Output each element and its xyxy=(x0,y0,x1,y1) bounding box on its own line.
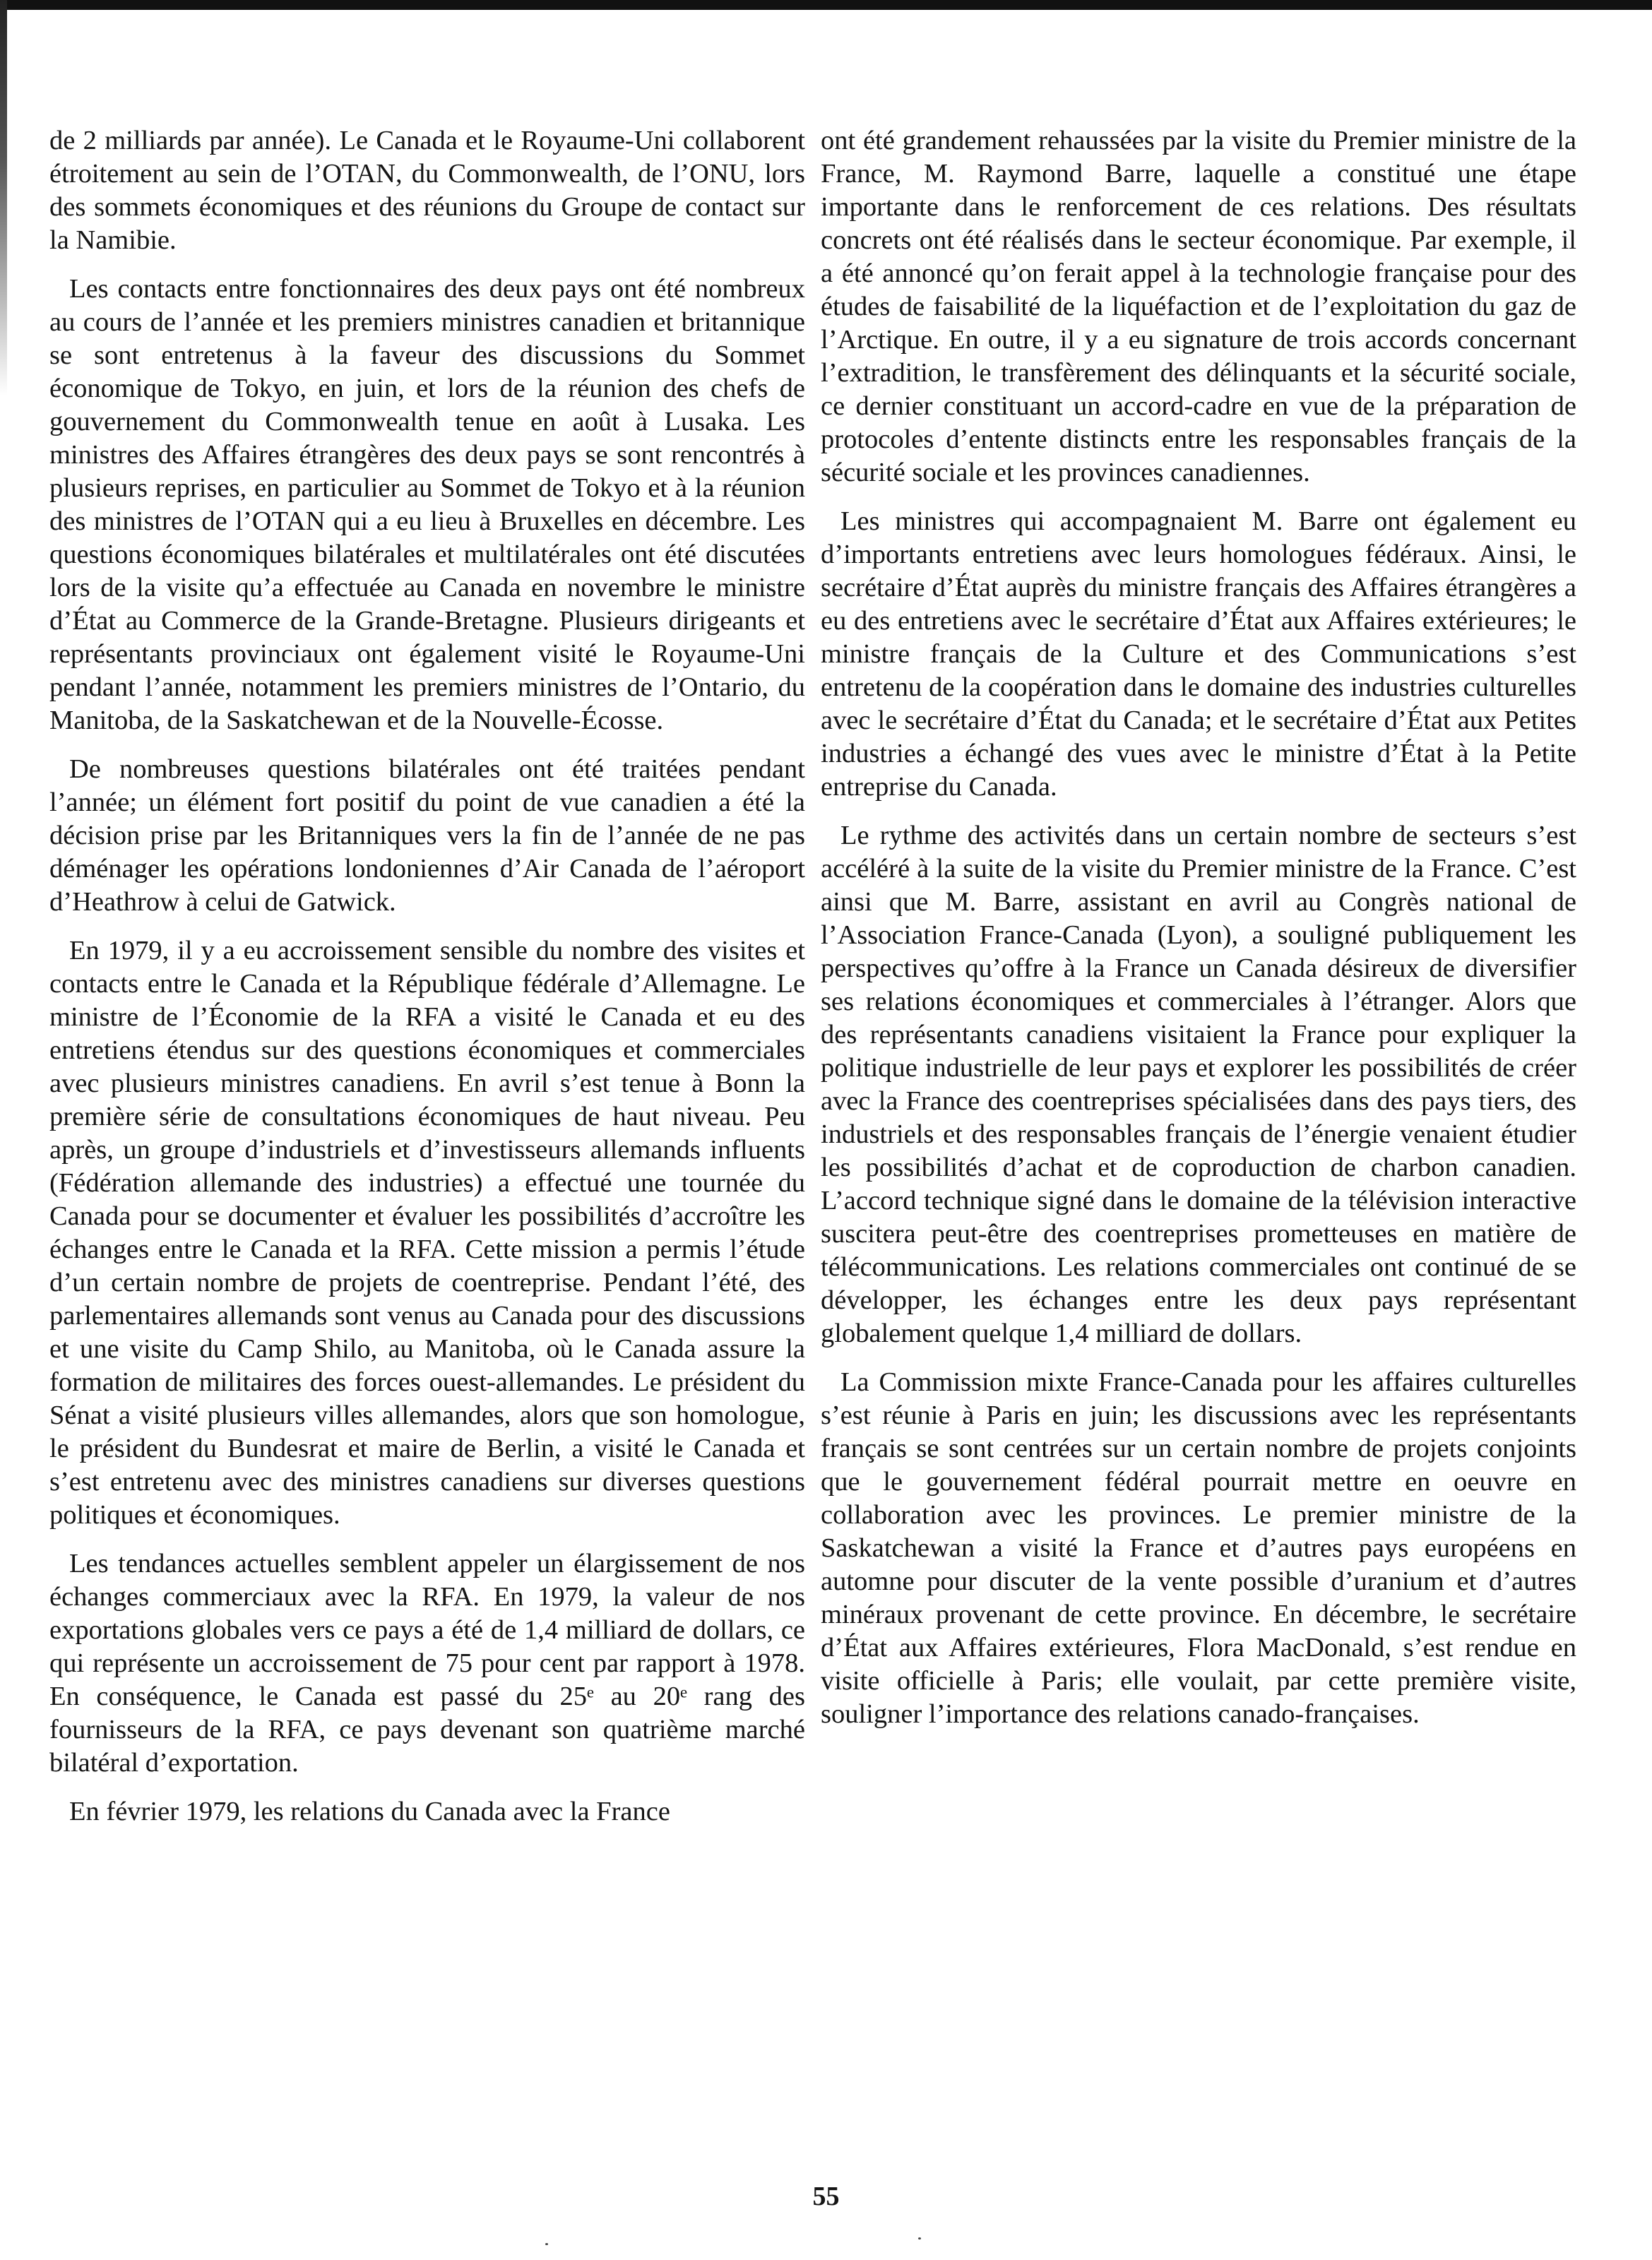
paragraph: De nombreuses questions bilatérales ont été traitées pendant l’année; un élément fort positif du point de vue canadien a été la décision prise par les Britanniques vers la fin de l’année de ne pas déménager les opérations londoniennes d’Air Canada de l’aéroport d’Heathrow à celui de Gatwick. xyxy=(49,754,805,917)
right-column xyxy=(821,124,1576,1747)
scan-speck xyxy=(918,2237,921,2240)
scan-left-border xyxy=(0,0,7,396)
paragraph: En 1979, il y a eu accroissement sensible du nombre des visites et contacts entre le Canada et la République fédérale d’Allemagne. Le ministre de l’Économie de la RFA a visité le Canada et eu des entretiens étendus sur des questions économiques et commerciales avec plusieurs ministres canadiens. En avril s’est tenue à Bonn la première série de consultations économiques de haut niveau. Peu après, un groupe d’industriels et d’investisseurs allemands influents (Fédération allemande des industries) a effectué une tournée du Canada pour se documenter et évaluer les possibilités d’accroître les échanges entre le Canada et la RFA. Cette mission a permis l’étude d’un certain nombre de projets de coentreprise. Pendant l’été, des parlementaires allemands sont venus au Canada pour des discussions et une visite du Camp Shilo, au Manitoba, où le Canada assure la formation de militaires des forces ouest-allemandes. Le président du Sénat a visité plusieurs villes allemandes, alors que son homologue, le président du Bundesrat et maire de Berlin, a visité le Canada et s’est entretenu avec des ministres canadiens sur diverses questions politiques et économiques. xyxy=(49,936,805,1530)
scan-top-border xyxy=(0,0,1652,10)
left-column xyxy=(49,124,805,1844)
paragraph: de 2 milliards par année). Le Canada et le Royaume-Uni collaborent étroitement au sein de l’OTAN, du Commonwealth, de l’ONU, lors des sommets économiques et des réunions du Groupe de contact sur la Namibie. xyxy=(49,126,805,255)
paragraph: Les ministres qui accompagnaient M. Barre ont également eu d’importants entretiens avec leurs homologues fédéraux. Ainsi, le secrétaire d’État auprès du ministre français des Affaires étrangères a eu des entretiens avec le secrétaire d’État aux Affaires extérieures; le ministre français de la Culture et des Communications s’est entretenu de la coopération dans le domaine des industries culturelles avec le secrétaire d’État du Canada; et le secrétaire d’État aux Petites industries a échangé des vues avec le ministre d’État à la Petite entreprise du Canada. xyxy=(821,506,1576,802)
paragraph: ont été grandement rehaussées par la visite du Premier ministre de la France, M. Raymond Barre, laquelle a constitué une étape importante dans le renforcement de ces relations. Des résultats concrets ont été réalisés dans le secteur économique. Par exemple, il a été annoncé qu’on ferait appel à la technologie française pour des études de faisabilité de la liquéfaction et de l’exploitation du gaz de l’Arctique. En outre, il y a eu signature de trois accords concernant l’extradition, le transfèrement des délinquants et la sécurité sociale, ce dernier constituant un accord-cadre en vue de la préparation de protocoles d’entente distincts entre les responsables français de la sécurité sociale et les provinces canadiennes. xyxy=(821,126,1576,487)
paragraph: Les contacts entre fonctionnaires des deux pays ont été nombreux au cours de l’année et les premiers ministres canadien et britannique se sont entretenus à la faveur des discussions du Sommet économique de Tokyo, en juin, et lors de la réunion des chefs de gouvernement du Commonwealth tenue en août à Lusaka. Les ministres des Affaires étrangères des deux pays se sont rencontrés à plusieurs reprises, en particulier au Sommet de Tokyo et à la réunion des ministres de l’OTAN qui a eu lieu à Bruxelles en décembre. Les questions économiques bilatérales et multilatérales ont été discutées lors de la visite qu’a effectuée au Canada en novembre le ministre d’État au Commerce de la Grande-Bretagne. Plusieurs dirigeants et représentants provinciaux ont également visité le Royaume-Uni pendant l’année, notamment les premiers ministres de l’Ontario, du Manitoba, de la Saskatchewan et de la Nouvelle-Écosse. xyxy=(49,274,805,735)
paragraph: La Commission mixte France-Canada pour les affaires culturelles s’est réunie à Paris en juin; les discussions avec les représentants français se sont centrées sur un certain nombre de projets conjoints que le gouvernement fédéral pourrait mettre en oeuvre en collaboration avec les provinces. Le premier ministre de la Saskatchewan a visité la France et d’autres pays européens en automne pour discuter de la vente possible d’uranium et d’autres minéraux provenant de cette province. En décembre, le secrétaire d’État aux Affaires extérieures, Flora MacDonald, s’est rendue en visite officielle à Paris; elle voulait, par cette première visite, souligner l’importance des relations canado-françaises. xyxy=(821,1367,1576,1729)
page-number: 55 xyxy=(812,2182,840,2211)
paragraph: En février 1979, les relations du Canada avec la France xyxy=(69,1797,670,1826)
paragraph: Le rythme des activités dans un certain nombre de secteurs s’est accéléré à la suite de la visite du Premier ministre de la France. C’est ainsi que M. Barre, assistant en avril au Congrès national de l’Association France-Canada (Lyon), a souligné publiquement les perspectives qu’offre à la France un Canada désireux de diversifier ses relations économiques et commerciales à l’étranger. Alors que des représentants canadiens visitaient la France pour expliquer la politique industrielle de leur pays et explorer les possibilités de créer avec la France des coentreprises spécialisées dans des pays tiers, des industriels et des responsables français de l’énergie venaient étudier les possibilités d’achat et de coproduction de charbon canadien. L’accord technique signé dans le domaine de la télévision interactive suscitera peut-être des coentreprises prometteuses en matière de télécommunications. Les relations commerciales ont continué de se développer, les échanges entre les deux pays représentant globalement quelque 1,4 milliard de dollars. xyxy=(821,821,1576,1348)
paragraph: Les tendances actuelles semblent appeler un élargissement de nos échanges commerciaux avec la RFA. En 1979, la valeur de nos exportations globales vers ce pays a été de 1,4 milliard de dollars, ce qui représente un accroissement de 75 pour cent par rapport à 1978. En conséquence, le Canada est passé du 25ᵉ au 20ᵉ rang des fournisseurs de la RFA, ce pays devenant son quatrième marché bilatéral d’exportation. xyxy=(49,1549,805,1778)
scan-speck xyxy=(545,2243,548,2245)
